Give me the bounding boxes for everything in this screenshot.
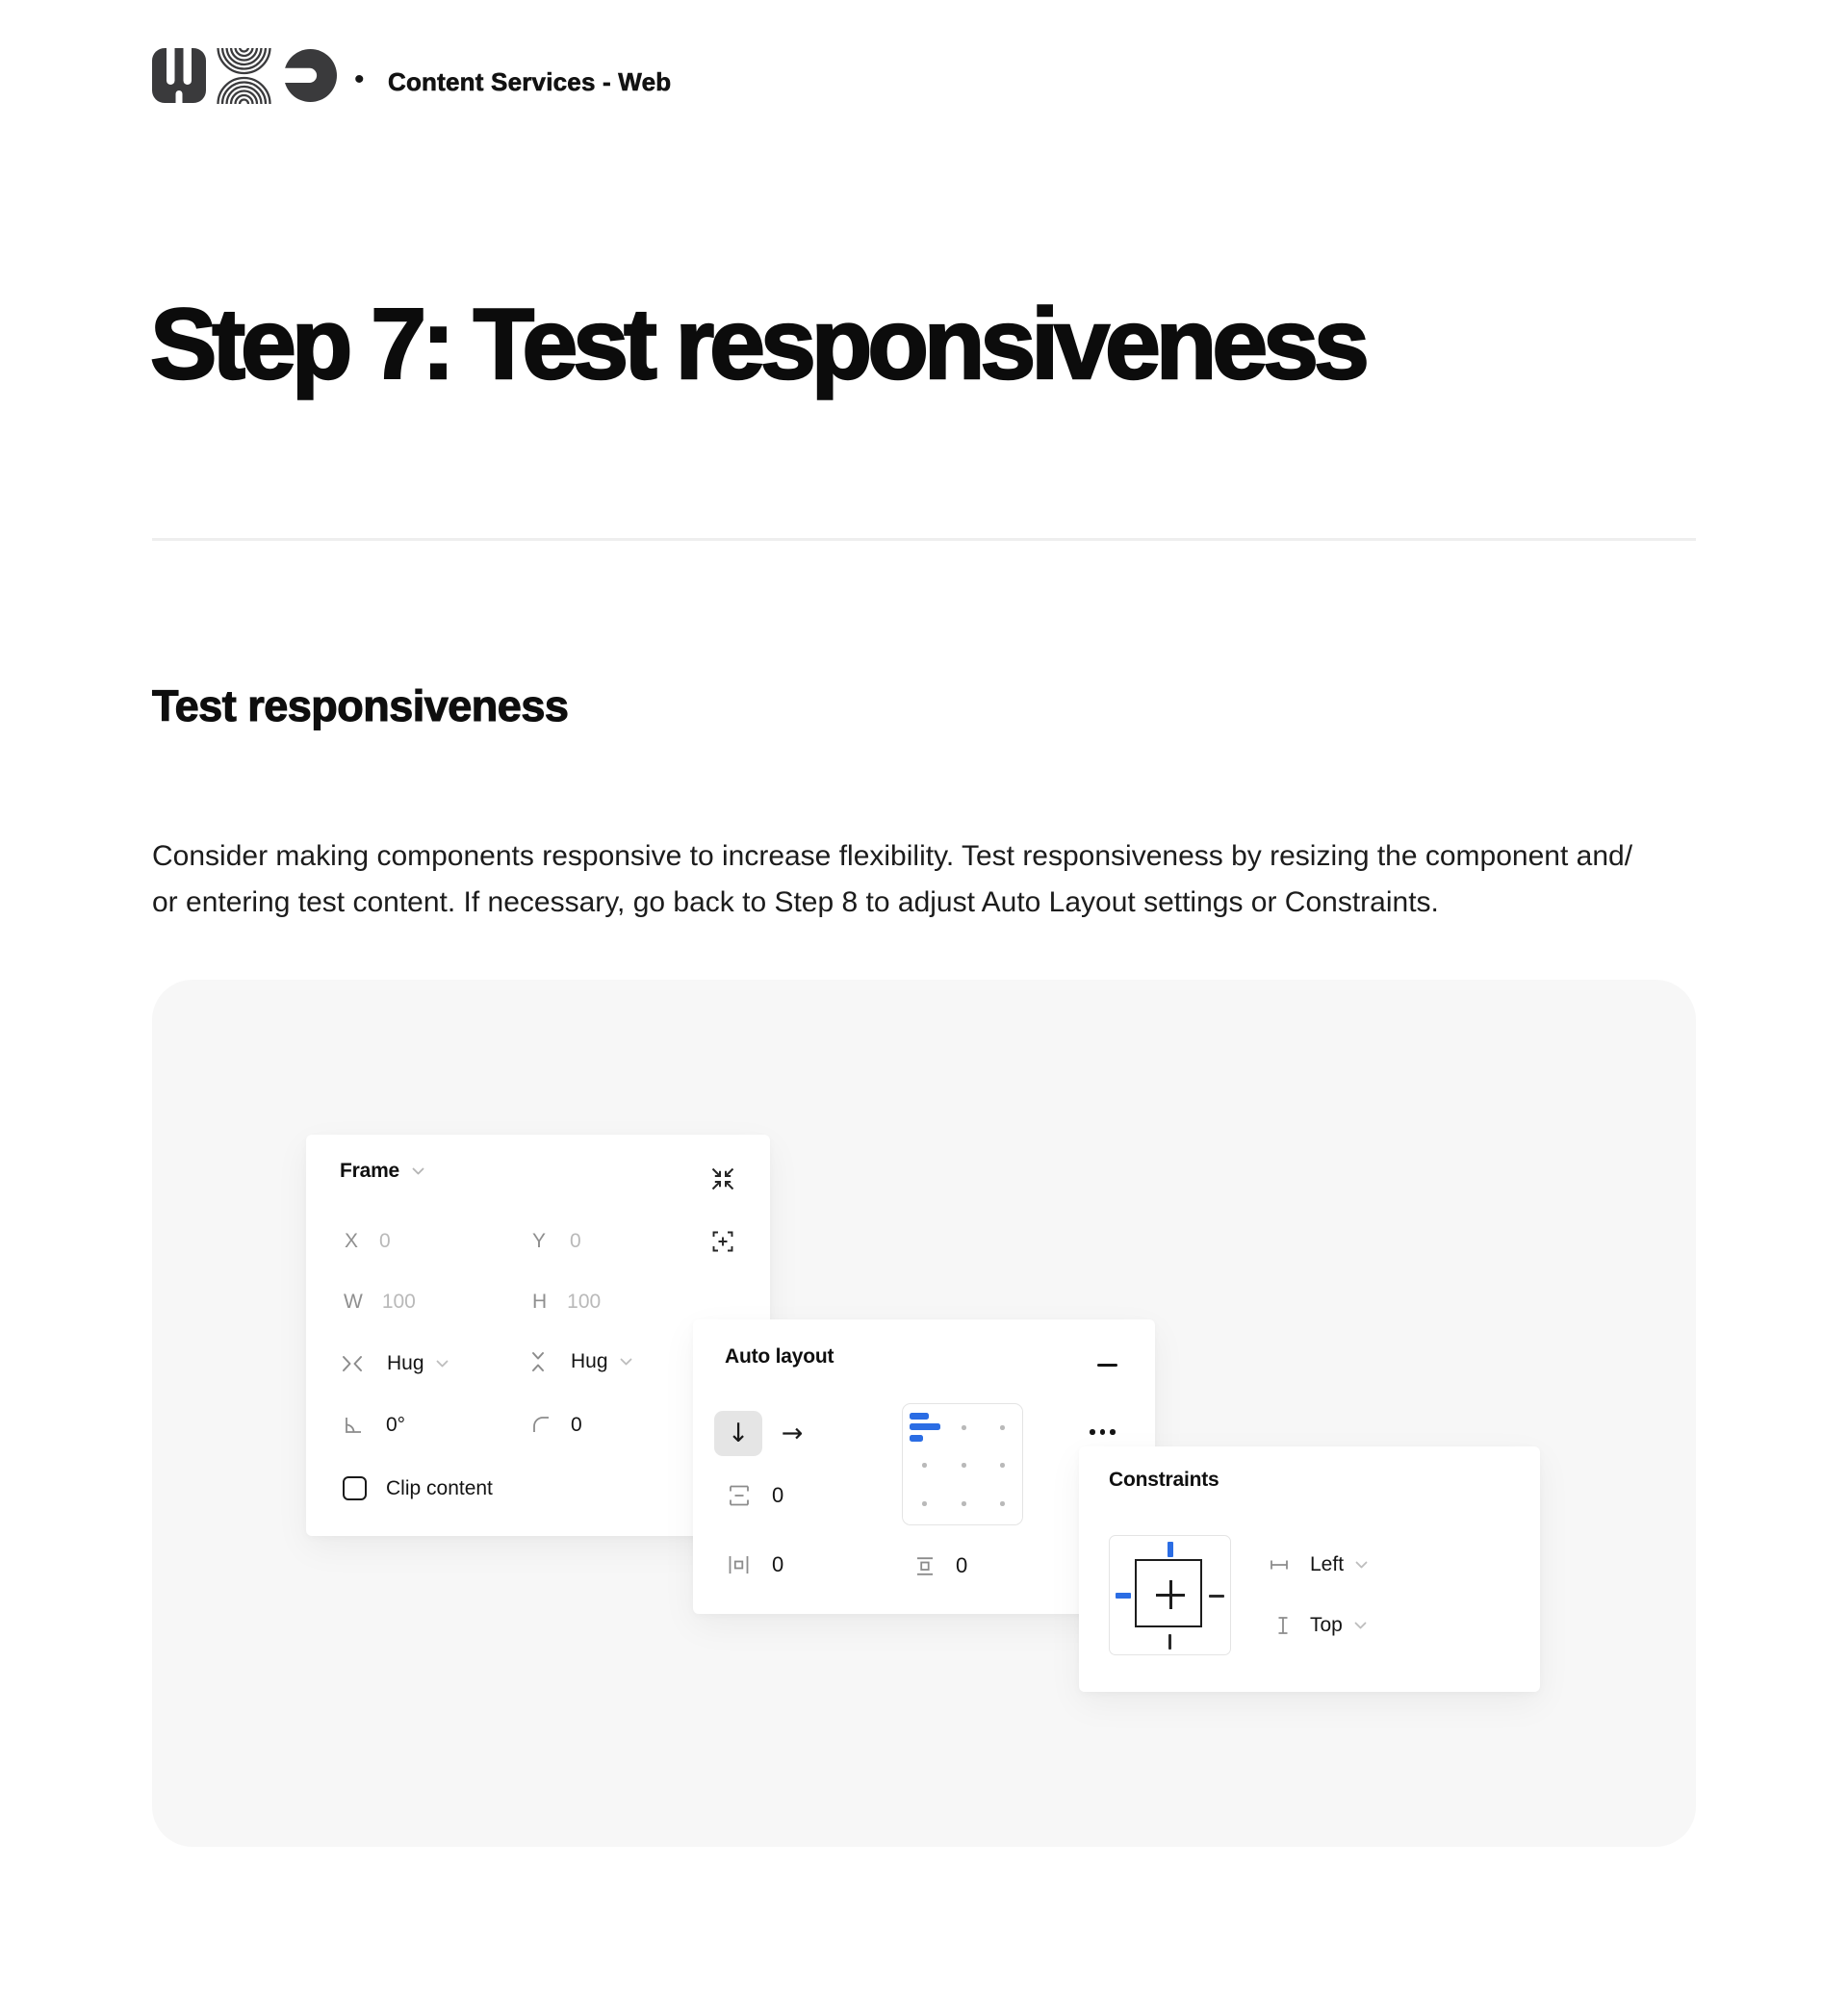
alignment-dot[interactable] [922,1501,927,1506]
alignment-dot[interactable] [1000,1463,1005,1468]
chevron-down-icon [412,1167,424,1176]
alignment-dot[interactable] [962,1425,966,1430]
chevron-down-icon [1354,1622,1367,1630]
arrow-right-icon: → [781,1419,804,1448]
alignment-preview-bar [910,1413,929,1420]
clip-content-row [343,1476,493,1500]
horizontal-constraint-value: Left [1310,1553,1345,1575]
horizontal-resizing-value: Hug [387,1352,424,1374]
remove-auto-layout-button[interactable] [1092,1354,1119,1375]
vertical-constraint-dropdown[interactable] [1271,1614,1367,1637]
gap-field[interactable] [728,1483,783,1508]
corner-radius-icon [530,1414,553,1437]
more-options-icon [1090,1429,1095,1435]
w-input[interactable]: 100 [381,1291,416,1313]
rotation-value: 0° [386,1414,406,1436]
constraints-panel [1079,1446,1540,1692]
alignment-dot[interactable] [1000,1501,1005,1506]
corner-radius-value: 0 [571,1414,582,1436]
constraints-picker[interactable] [1109,1535,1231,1655]
collapse-panel-button[interactable] [709,1165,736,1192]
constraint-top-tick[interactable] [1168,1542,1173,1557]
auto-layout-more-button[interactable] [1090,1429,1116,1435]
intro-paragraph [152,833,1632,926]
logo-letter-c [282,49,337,102]
vertical-gap-icon [728,1483,751,1508]
vertical-padding-icon [913,1555,937,1577]
divider [152,538,1696,541]
vertical-resizing-icon [530,1349,546,1374]
h-input[interactable]: 100 [567,1291,602,1313]
y-label: Y [532,1230,547,1252]
vertical-resizing-value: Hug [571,1350,608,1372]
frame-target-button[interactable] [709,1228,736,1255]
frame-panel-title: Frame [340,1160,400,1182]
vertical-resizing-dropdown[interactable] [530,1349,632,1374]
horizontal-padding-input[interactable]: 0 [772,1552,784,1576]
y-field[interactable] [532,1230,581,1253]
alignment-dot[interactable] [922,1463,927,1468]
rotation-icon [342,1414,365,1437]
constraint-left-tick[interactable] [1116,1593,1131,1599]
constraints-plus-icon [1169,1580,1172,1609]
vertical-constraint-value: Top [1310,1614,1343,1636]
constraint-bottom-tick[interactable] [1168,1634,1171,1650]
x-label: X [345,1230,359,1252]
more-options-icon [1110,1429,1116,1435]
wxc-logo [152,48,337,104]
brand-name: Content Services - Web [388,67,672,96]
logo-letter-w [152,48,206,104]
x-field[interactable] [345,1230,391,1253]
brand-separator-dot: • [354,64,365,95]
rotation-field[interactable] [342,1414,405,1437]
h-label: H [532,1291,548,1313]
h-field[interactable] [532,1291,601,1314]
vertical-constraint-icon [1271,1614,1295,1637]
arrow-down-icon: ↓ [727,1419,750,1448]
constraint-right-tick[interactable] [1209,1595,1224,1598]
constraints-title: Constraints [1109,1469,1219,1491]
horizontal-resizing-dropdown[interactable] [341,1352,449,1375]
figure-canvas [152,980,1696,1847]
clip-content-checkbox[interactable] [343,1476,367,1500]
alignment-preview-bar [910,1423,940,1430]
alignment-dot[interactable] [962,1463,966,1468]
alignment-preview-bar [910,1435,923,1442]
logo-letter-x [218,48,270,104]
vertical-padding-field[interactable] [913,1553,967,1578]
intro-line-2: or entering test content. If necessary, go back to Step 8 to adjust Auto Layout settings or Constraints. [152,886,1439,918]
horizontal-constraint-icon [1268,1553,1291,1576]
chevron-down-icon [1355,1561,1368,1570]
minus-icon [1097,1364,1117,1367]
gap-input[interactable]: 0 [772,1483,784,1507]
chevron-down-icon [436,1360,449,1369]
y-input[interactable]: 0 [570,1230,581,1252]
auto-layout-title: Auto layout [725,1345,834,1368]
alignment-dot[interactable] [962,1501,966,1506]
frame-target-icon [709,1228,736,1255]
page-title: Step 7: Test responsiveness [150,289,1365,400]
direction-right-button[interactable] [768,1411,816,1456]
intro-line-1: Consider making components responsive to increase flexibility. Test responsiveness by resizing the component and/ [152,840,1633,872]
clip-content-label: Clip content [386,1476,493,1499]
horizontal-padding-icon [727,1553,751,1576]
alignment-dot[interactable] [1000,1425,1005,1430]
w-field[interactable] [344,1291,416,1314]
horizontal-constraint-dropdown[interactable] [1268,1553,1368,1576]
chevron-down-icon [620,1358,632,1367]
corner-radius-field[interactable] [530,1414,582,1437]
direction-down-button[interactable] [714,1411,762,1456]
alignment-grid[interactable] [902,1403,1023,1525]
horizontal-resizing-icon [341,1354,364,1373]
section-heading: Test responsiveness [152,681,569,730]
w-label: W [344,1291,363,1313]
collapse-icon [709,1165,736,1192]
more-options-icon [1100,1429,1106,1435]
vertical-padding-input[interactable]: 0 [956,1553,968,1577]
x-input[interactable]: 0 [379,1230,391,1252]
frame-title-dropdown[interactable] [340,1160,424,1183]
horizontal-padding-field[interactable] [727,1552,783,1577]
